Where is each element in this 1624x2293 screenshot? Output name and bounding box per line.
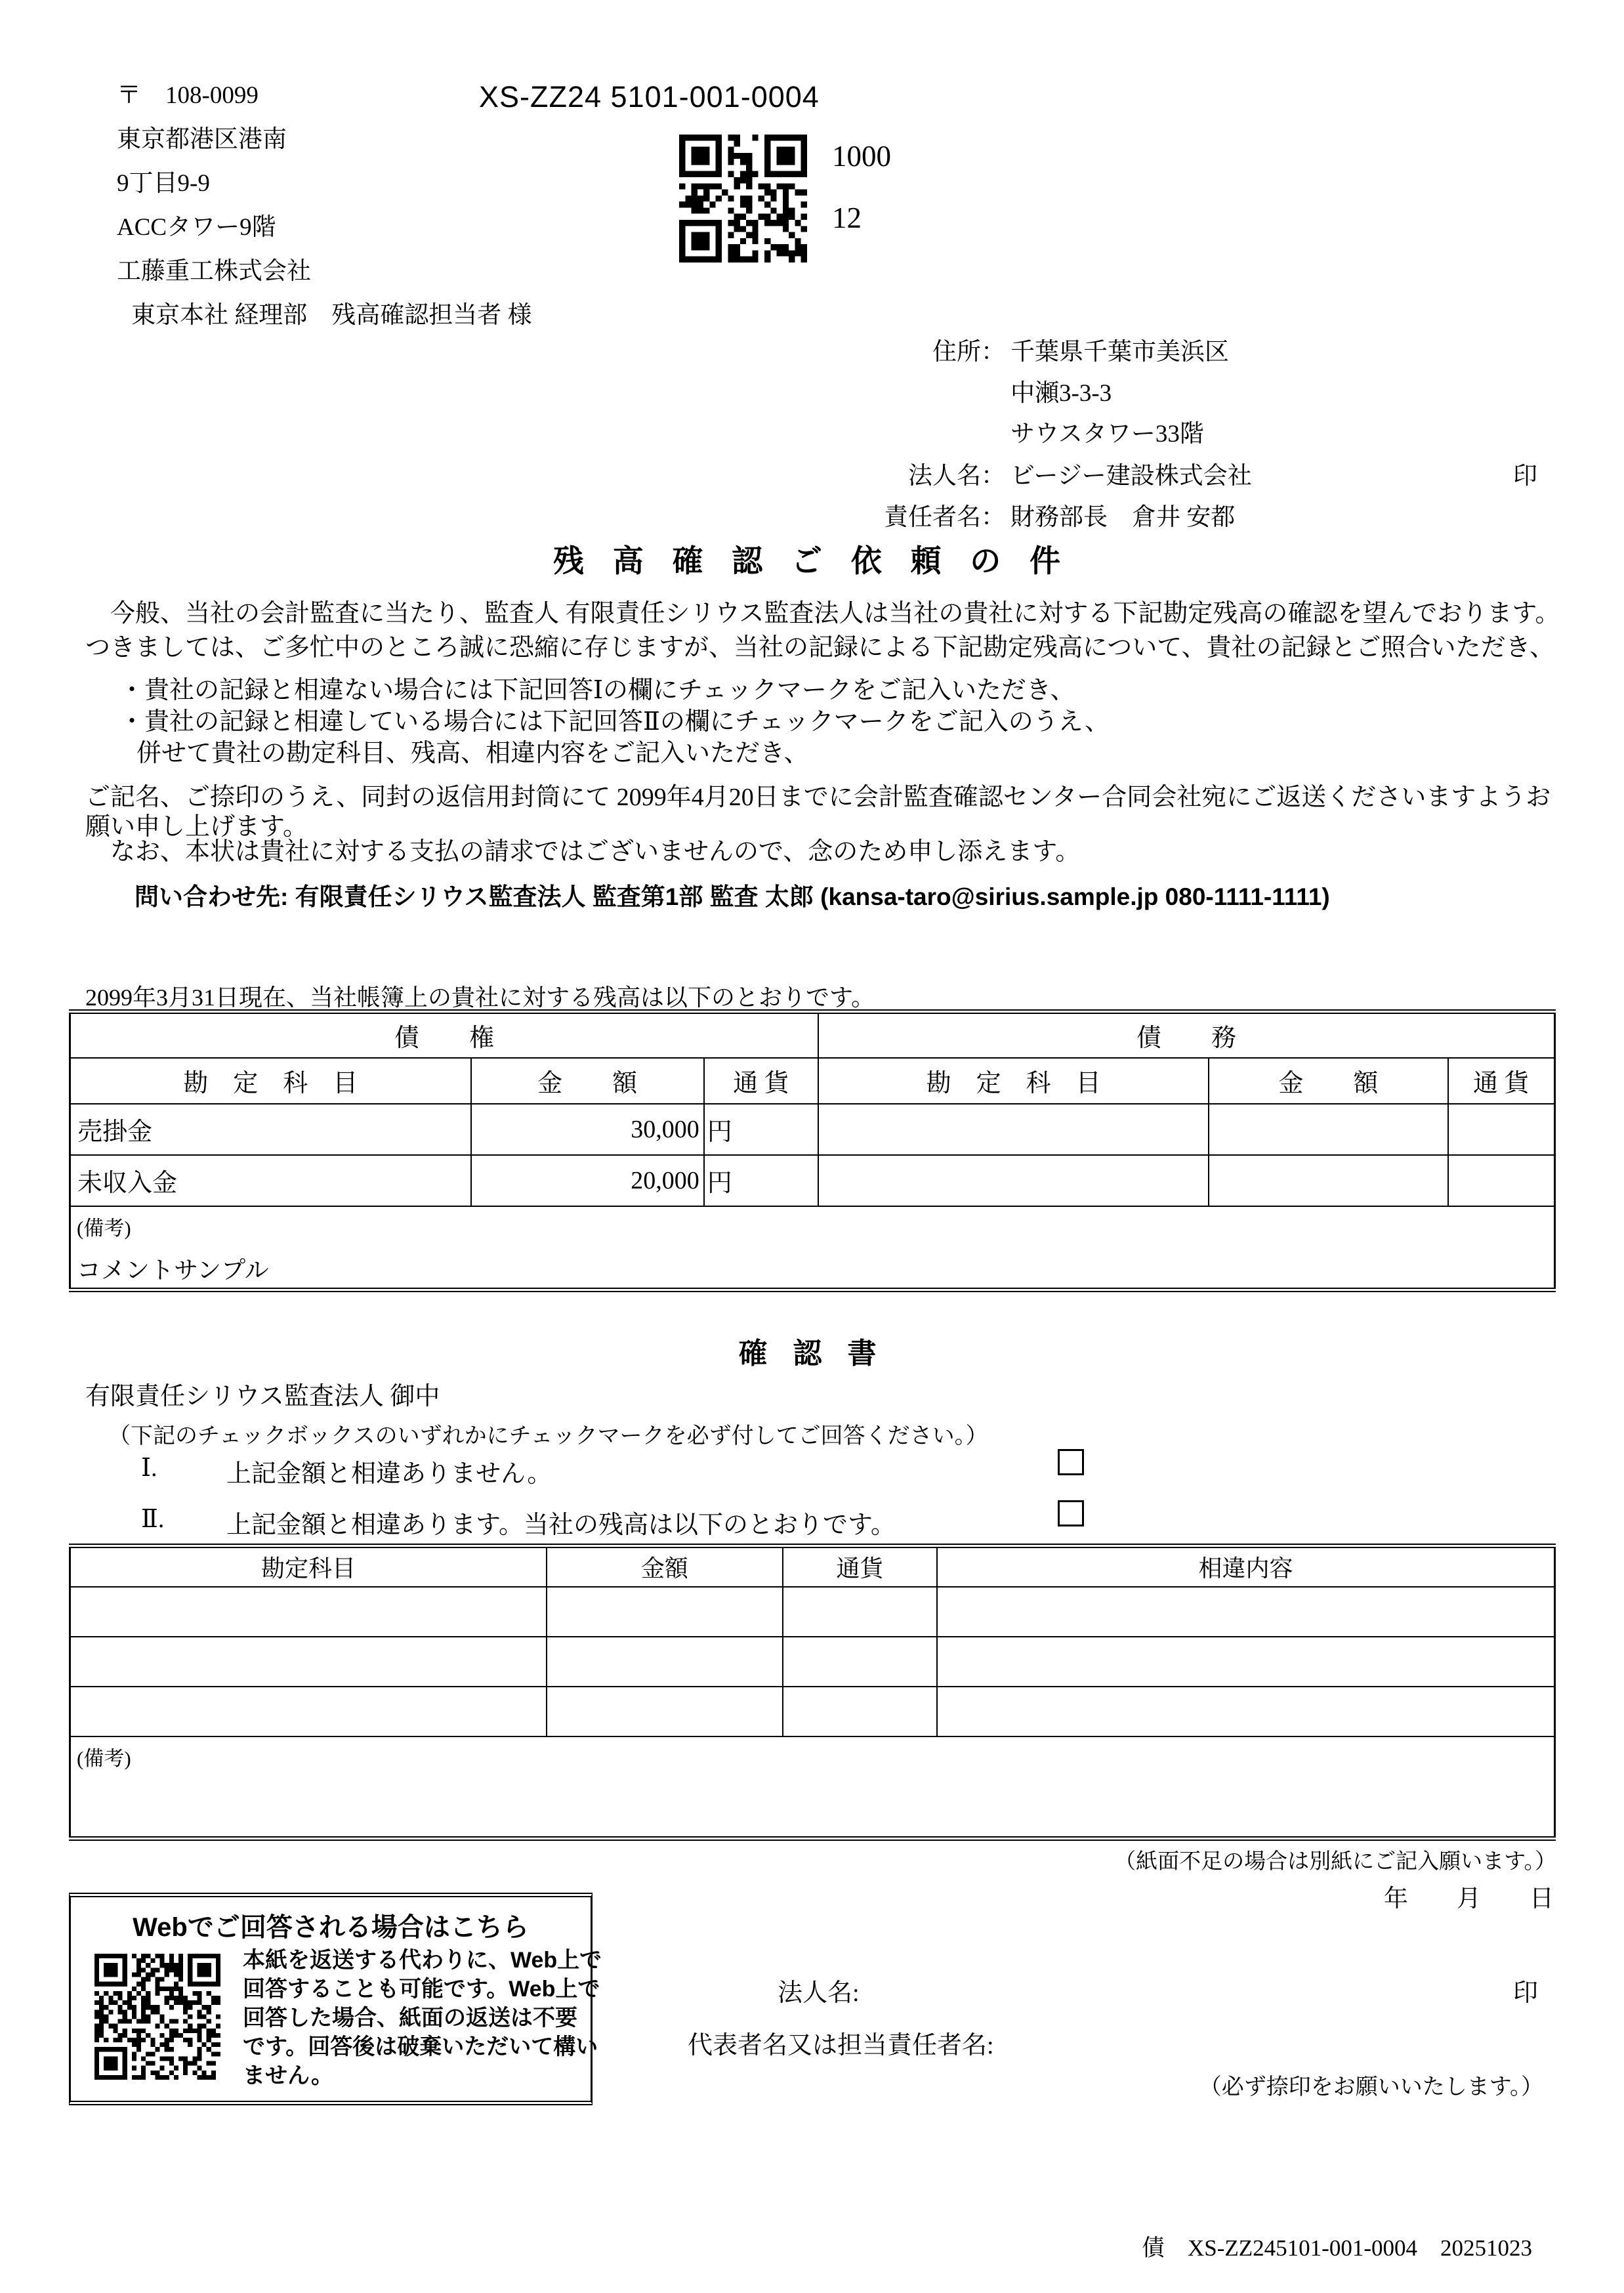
- sender-resp-row: [776, 497, 1235, 532]
- intro-line3: ご記名、ご捺印のうえ、同封の返信用封筒にて 2099年4月20日までに会計監査確認センター合同会社宛にご返送くださいますようお: [85, 784, 1551, 811]
- date-line: 年 月 日: [1384, 1885, 1554, 1912]
- table-row: [70, 1687, 1555, 1736]
- difference-table: [69, 1544, 1556, 1841]
- table1-header-account-debt: 勘 定 科 目: [818, 1058, 1209, 1104]
- recipient-address-line3: ACCタワー9階: [117, 214, 276, 241]
- table1-header-amount-credit: 金 額: [471, 1058, 704, 1104]
- document-code: XS-ZZ24 5101-001-0004: [479, 80, 820, 114]
- table1-header-account-credit: 勘 定 科 目: [70, 1058, 471, 1104]
- intro-line2: つきましては、ご多忙中のところ誠に恐縮に存じますが、当社の記録による下記勘定残高について、貴社の記録とご照合いただき、: [85, 634, 1554, 662]
- table1-group-credit: 債 権: [70, 1012, 819, 1058]
- table2-header-account: 勘定科目: [70, 1546, 547, 1587]
- table2-header-amount: 金額: [547, 1546, 783, 1587]
- contact-line: 問い合わせ先: 有限責任シリウス監査法人 監査第1部 監査 太郎 (kansa-taro@sirius.sample.jp 080-1111-1111): [135, 883, 1330, 910]
- table1-row2-currency: 円: [704, 1155, 818, 1206]
- confirmation-note: （下記のチェックボックスのいずれかにチェックマークを必ず付してご回答ください。）: [108, 1424, 988, 1448]
- answer1-number: Ⅰ.: [141, 1454, 157, 1482]
- intro-line5: なお、本状は貴社に対する支払の請求ではございませんので、念のため申し添えます。: [85, 838, 1081, 866]
- sender-address-line3: サウスタワー33階: [1010, 421, 1204, 448]
- table1-remarks-label: (備考): [77, 1216, 131, 1240]
- signature-seal-mark: 印: [1513, 1979, 1539, 2007]
- sender-address-value: 千葉県千葉市美浜区: [1010, 339, 1229, 366]
- table-row: [70, 1587, 1555, 1637]
- sender-corp-label: 法人名：: [908, 463, 1005, 490]
- table1-row1-account: 売掛金: [70, 1104, 471, 1155]
- intro-bullet2: ・貴社の記録と相違している場合には下記回答Ⅱの欄にチェックマークをご記入のうえ、: [119, 708, 1110, 736]
- table-row: [70, 1104, 1555, 1155]
- sender-seal-mark: 印: [1513, 463, 1537, 490]
- sender-corp-row: [776, 455, 1252, 491]
- web-box-text-line4: です。回答後は破棄いただいて構い: [243, 2034, 598, 2059]
- sender-corp-value: ビージー建設株式会社: [1010, 463, 1252, 490]
- table1-remarks-cell: [70, 1206, 1555, 1290]
- sender-address-line2: 中瀬3-3-3: [1010, 380, 1112, 407]
- answer2-label: 上記金額と相違あります。当社の残高は以下のとおりです。: [226, 1511, 896, 1539]
- recipient-address-line1: 東京都港区港南: [117, 126, 287, 153]
- balance-note: 2099年3月31日現在、当社帳簿上の貴社に対する残高は以下のとおりです。: [85, 984, 875, 1011]
- table-row: [70, 1155, 1555, 1206]
- footer-document-id: 債 XS-ZZ245101-001-0004 20251023: [1142, 2235, 1532, 2261]
- answer1-label: 上記金額と相違ありません。: [226, 1460, 552, 1488]
- qr-code-web: [94, 1954, 220, 2080]
- table2-header-currency: 通貨: [783, 1546, 937, 1587]
- answer2-number: Ⅱ.: [141, 1505, 165, 1533]
- table1-row2-account: 未収入金: [70, 1155, 471, 1206]
- table2-header-diff: 相違内容: [937, 1546, 1554, 1587]
- signature-seal-note: （必ず捺印をお願いいたします。）: [1199, 2075, 1543, 2099]
- confirmation-title: 確 認 書: [738, 1337, 886, 1370]
- qr-main-number: 1000: [832, 140, 891, 173]
- web-box-text-line3: 回答した場合、紙面の返送は不要: [243, 2006, 577, 2030]
- intro-bullet1: ・貴社の記録と相違ない場合には下記回答Ⅰの欄にチェックマークをご記入いただき、: [119, 677, 1075, 704]
- signature-corp-label: 法人名:: [778, 1979, 860, 2007]
- balance-table: [69, 1009, 1556, 1292]
- checkbox-answer-2[interactable]: [1058, 1500, 1084, 1526]
- web-answer-box: [69, 1893, 602, 2105]
- signature-rep-label: 代表者名又は担当責任者名:: [688, 2032, 994, 2059]
- recipient-postal-code: 〒 108-0099: [117, 82, 259, 109]
- table1-row1-currency: 円: [704, 1104, 818, 1155]
- checkbox-answer-1[interactable]: [1058, 1449, 1084, 1475]
- table2-remarks-label: (備考): [77, 1746, 131, 1770]
- table2-remarks-cell[interactable]: [70, 1736, 1555, 1839]
- recipient-address-line2: 9丁目9-9: [117, 170, 210, 197]
- qr-code-main: [679, 135, 807, 263]
- table1-remarks-text: コメントサンプル: [77, 1257, 269, 1284]
- web-box-text-line2: 回答することも可能です。Web上で: [243, 1977, 600, 2002]
- recipient-company: 工藤重工株式会社: [117, 258, 311, 285]
- table1-row1-amount: 30,000: [471, 1104, 704, 1155]
- qr-main-sub: 12: [832, 201, 862, 234]
- sender-address-label: 住所：: [932, 339, 1005, 366]
- recipient-attention: 東京本社 経理部 残高確認担当者 様: [131, 302, 532, 329]
- web-box-text: [243, 1946, 602, 2090]
- page-title: 残 高 確 認 ご 依 頼 の 件: [553, 545, 1071, 579]
- sender-address-row: [776, 331, 1229, 367]
- table1-header-currency-credit: 通 貨: [704, 1058, 818, 1104]
- web-box-text-line5: ません。: [243, 2063, 334, 2088]
- table1-header-currency-debt: 通 貨: [1448, 1058, 1555, 1104]
- intro-line1: 今般、当社の会計監査に当たり、監査人 有限責任シリウス監査法人は当社の貴社に対する下記勘定残高の確認を望んでおります。: [85, 600, 1560, 627]
- confirmation-addressee: 有限責任シリウス監査法人 御中: [85, 1383, 440, 1410]
- sender-resp-value: 財務部長 倉井 安都: [1010, 504, 1236, 531]
- web-box-title: Webでご回答される場合はこちら: [133, 1913, 529, 1942]
- recipient-block: [117, 74, 532, 337]
- table1-header-amount-debt: 金 額: [1209, 1058, 1447, 1104]
- web-box-text-line1: 本紙を返送する代わりに、Web上で: [243, 1948, 602, 1973]
- table1-row2-amount: 20,000: [471, 1155, 704, 1206]
- intro-line4: 願い申し上げます。: [85, 813, 308, 841]
- intro-bullet3: 併せて貴社の勘定科目、残高、相違内容をご記入いただき、: [136, 740, 809, 767]
- table-row: [70, 1637, 1555, 1687]
- extra-sheet-note: （紙面不足の場合は別紙にご記入願います。）: [1114, 1850, 1556, 1874]
- sender-resp-label: 責任者名：: [884, 504, 1005, 531]
- table1-group-debt: 債 務: [818, 1012, 1554, 1058]
